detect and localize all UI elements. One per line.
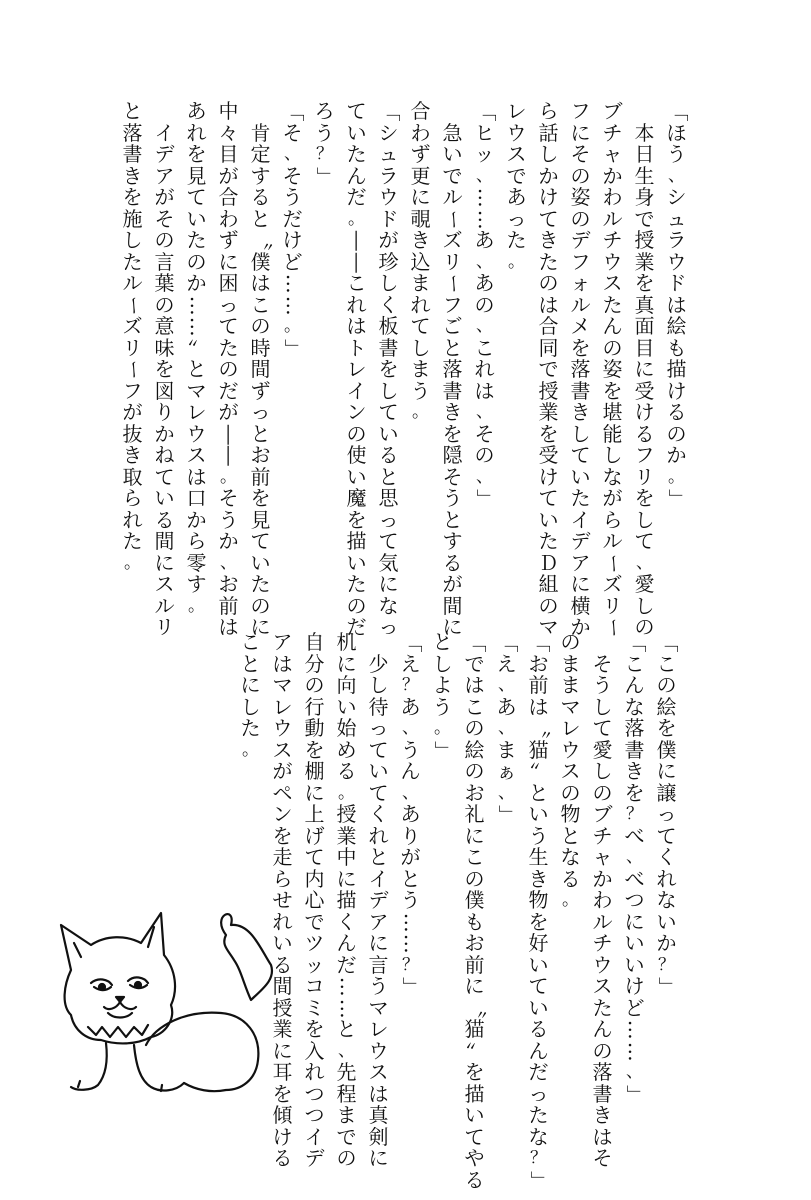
text-column: 「 ほ う 、 シ ュ ラ ウ ド は 絵 も 描 け る の か 。 」	[665, 101, 690, 509]
text-block-bottom	[233, 630, 681, 1192]
text-column: 少 し 待 っ て い て く れ と イ デ ア に 言 う マ レ ウ ス は 真 剣 に	[368, 651, 389, 1170]
text-column: 「 え ？ あ 、 う ん 、 あ り が と う … … ？ 」	[399, 632, 424, 997]
text-column: 本 日 生 身 で 授 業 を 真 面 目 に 受 け る フ リ を し て 、 愛 し の	[634, 120, 655, 639]
text-column: ア は マ レ ウ ス が ペ ン を 走 ら せ れ い る 間 授 業 に 耳 を 傾 け る	[272, 630, 293, 1170]
text-column: と し よ う 。 」	[431, 630, 456, 761]
text-column: 「 で は こ の 絵 の お 礼 に こ の 僕 も お 前 に 〝 猫 〟 を 描 い て や る	[463, 632, 488, 1192]
text-column: 肯 定 す る と 〝 僕 は こ の 時 間 ず っ と お 前 を 見 て い た の に	[249, 120, 274, 639]
text-column: 急 い で ル ー ズ リ ー フ ご と 落 書 き を 隠 そ う と す る が 間 に	[441, 120, 466, 639]
text-column: 「 お 前 は 〝 猫 〟 と い う 生 き 物 を 好 い て い る ん だ っ た な ？ 」	[527, 632, 552, 1191]
text-column: 「 こ の 絵 を 僕 に 譲 っ て く れ な い か ？ 」	[655, 632, 680, 997]
text-column: 「 そ 、 そ う だ け ど … … 。 」	[281, 101, 306, 359]
text-column: こ と に し た 。	[240, 630, 261, 760]
text-column: 自 分 の 行 動 を 棚 に 上 げ て 内 心 で ツ ッ コ ミ を 入 れ つ つ イ デ	[304, 630, 325, 1170]
text-column: イ デ ア が そ の 言 葉 の 意 味 を 図 り か ね て い る 間 に ス ル リ	[154, 120, 175, 639]
text-column: 中 々 目 が 合 わ ず に 困 っ て た の だ が ― ― 。 そ う か 、 お 前 は	[217, 99, 242, 639]
text-column: フ に そ の 姿 の デ フ ォ ル メ を 落 書 き し て い た イ デ ア に 横 か	[570, 99, 591, 639]
text-column: 「 シ ュ ラ ウ ド が 珍 し く 板 書 を し て い る と 思 っ て 気 に な っ	[377, 101, 402, 639]
text-column: あ れ を 見 て い た の か … … 〟 と マ レ ウ ス は 口 か ら 零 す 。	[185, 99, 210, 616]
text-column: 合 わ ず 更 に 覗 き 込 ま れ て し ま う 。	[410, 99, 431, 422]
text-column: 「 え 、 あ 、 ま ぁ 、 」	[495, 632, 520, 825]
text-column: 「 こ ん な 落 書 き を ？ べ 、 べ つ に い い け ど … … 、 」	[623, 632, 648, 1105]
text-column: ろ う ？ 」	[313, 99, 338, 187]
text-block-top	[115, 99, 691, 639]
text-column: の ま ま マ レ ウ ス の 物 と な る 。	[560, 630, 581, 910]
text-column: ブ チ ャ か わ ル チ ウ ス た ん の 姿 を 堪 能 し な が ら ル ー ズ リ ー	[601, 99, 626, 638]
text-column: 「 ヒ ッ 、 … … あ 、 あ の 、 こ れ は 、 そ の 、 」	[473, 101, 498, 509]
text-column: て い た ん だ 。 ― ― こ れ は ト レ イ ン の 使 い 魔 を 描 い た の だ	[345, 99, 370, 639]
text-column: レ ウ ス で あ っ た 。	[506, 99, 527, 272]
text-column: と 落 書 き を 施 し た ル ー ズ リ ー フ が 抜 き 取 ら れ た 。	[121, 99, 146, 573]
text-column: 机 に 向 い 始 め る 。 授 業 中 に 描 く ん だ … … と 、 先 程 ま で の	[335, 630, 360, 1170]
text-column: ら 話 し か け て き た の は 合 同 で 授 業 を 受 け て い た Ｄ 組 の マ	[538, 99, 559, 639]
cat-drawing-icon	[36, 895, 296, 1115]
text-column: そ う し て 愛 し の ブ チ ャ か わ ル チ ウ ス た ん の 落 書 き は そ	[592, 651, 613, 1170]
